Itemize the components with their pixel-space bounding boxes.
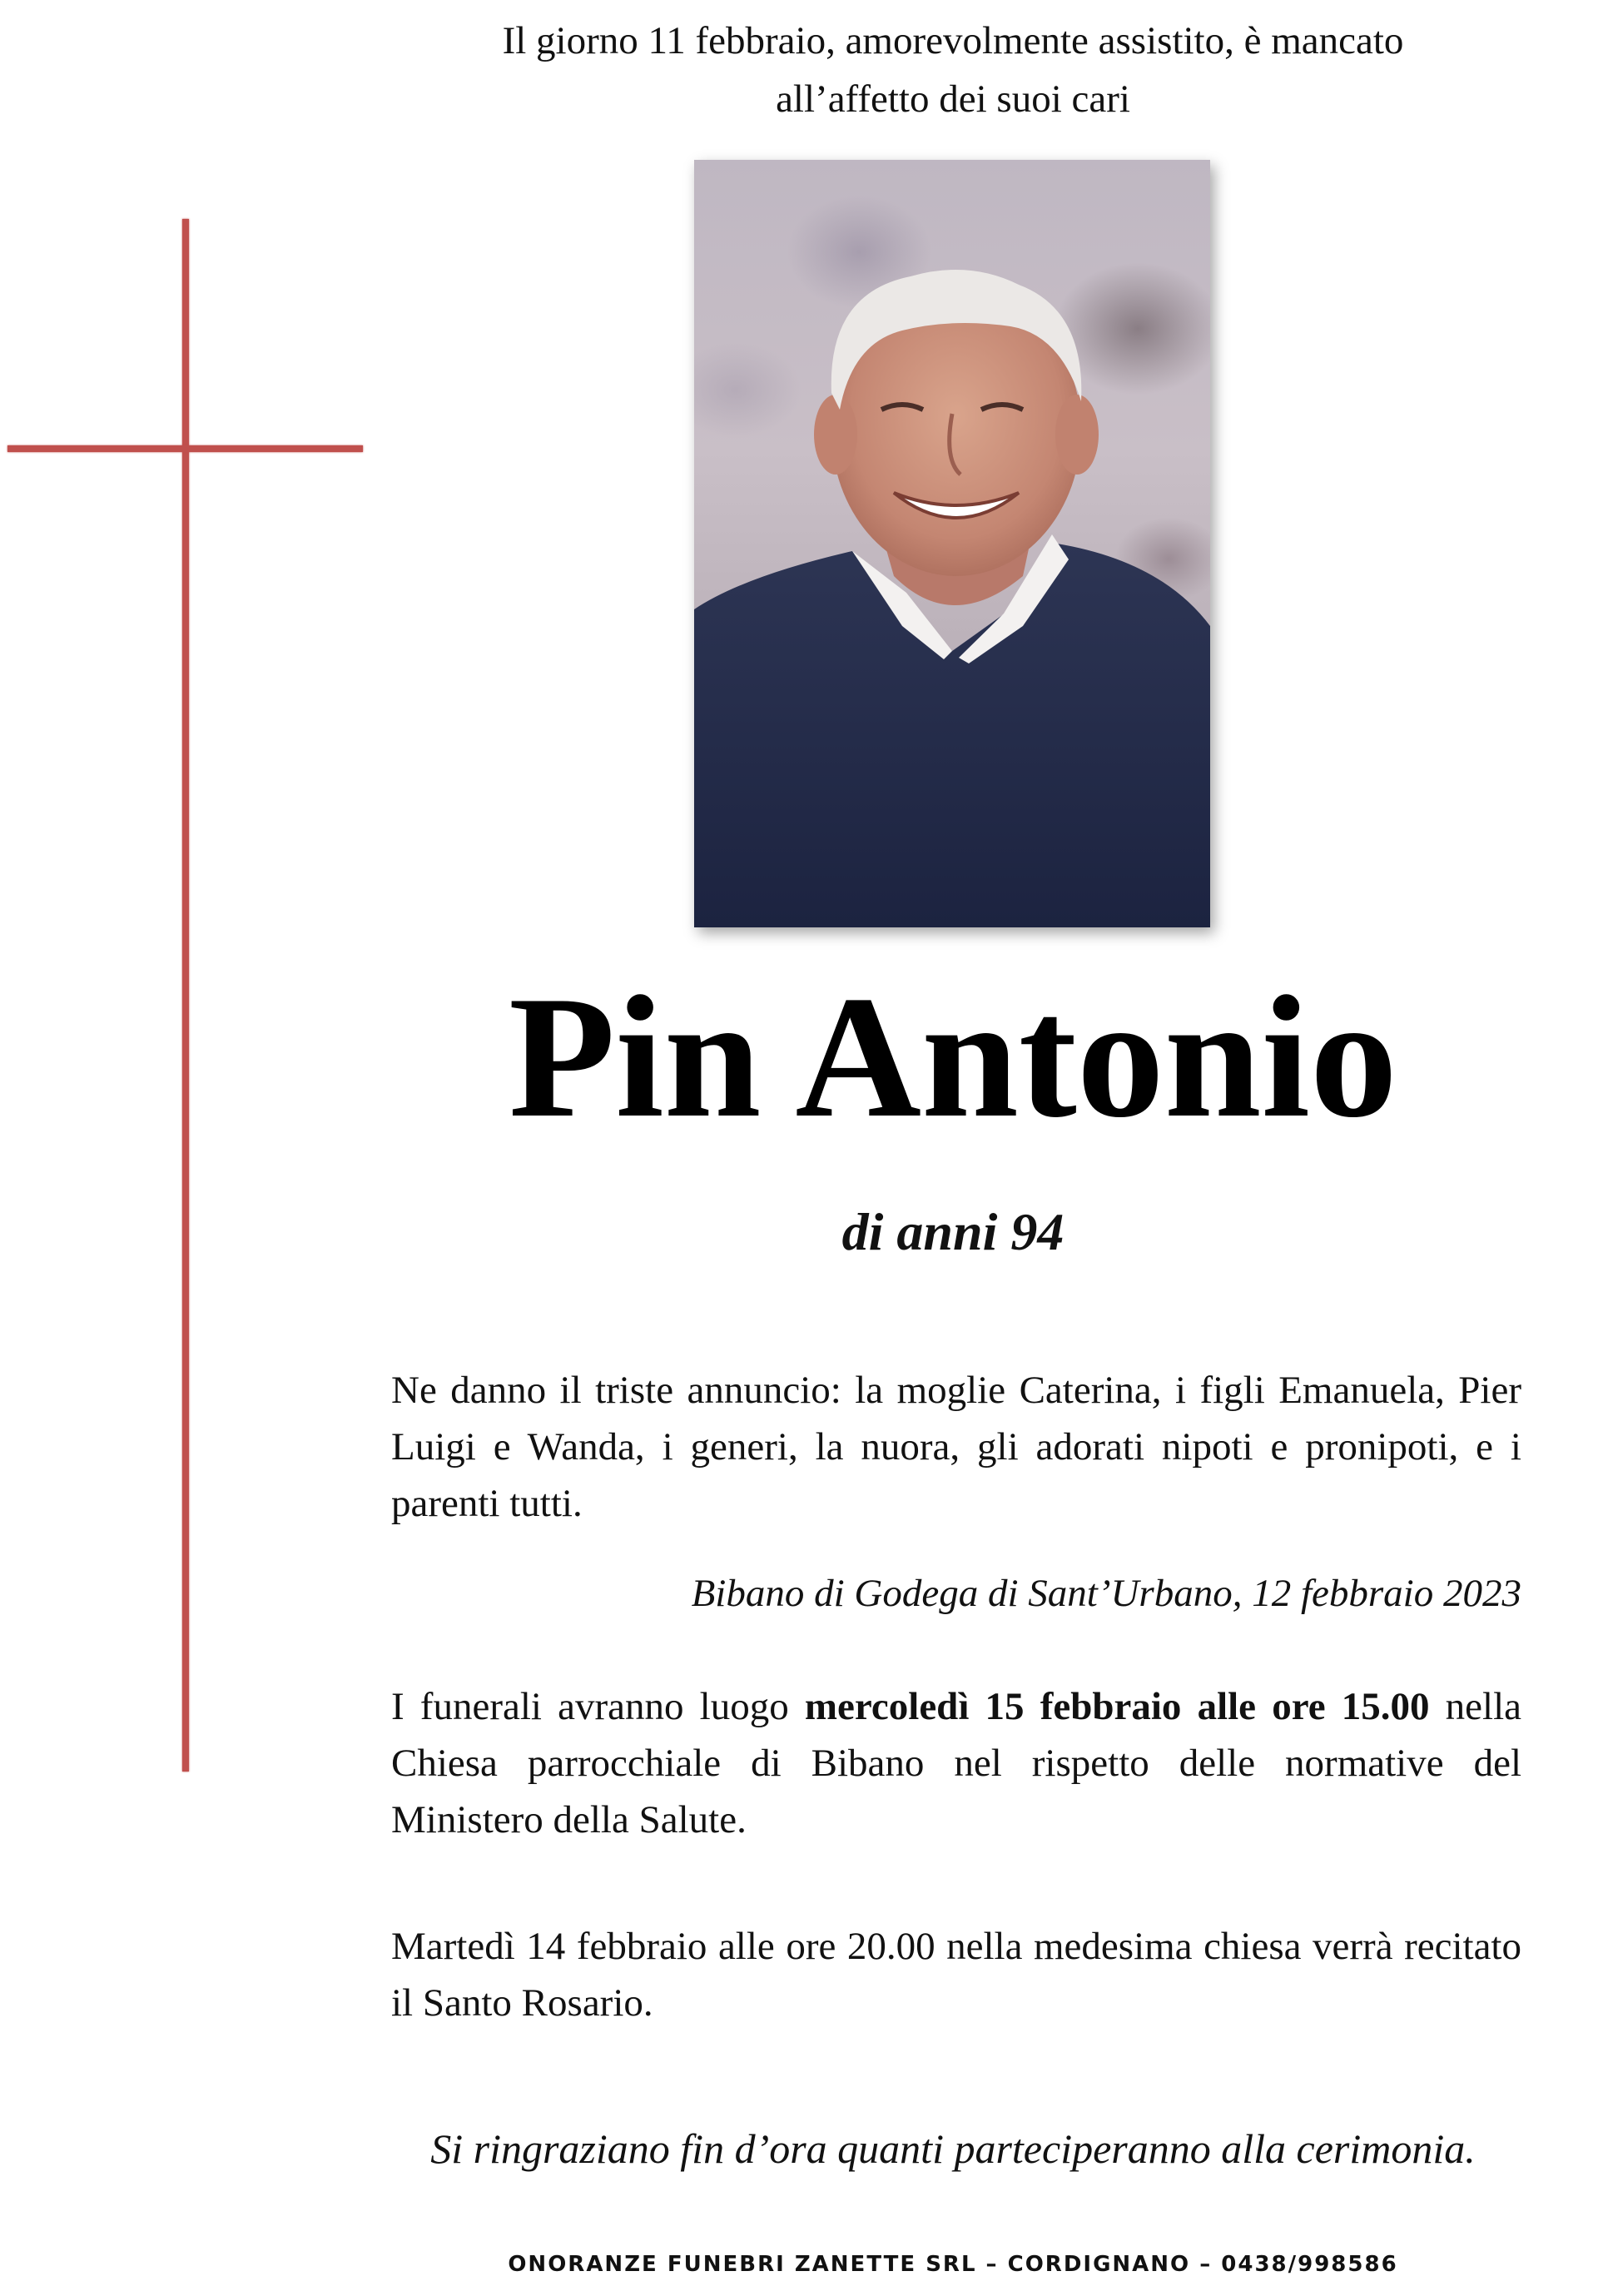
thanks-text: Si ringraziano fin d’ora quanti parteciperanno alla cerimonia. — [430, 2125, 1476, 2172]
intro-line-1: Il giorno 11 febbraio, amorevolmente assistito, è mancato — [502, 19, 1404, 62]
portrait-illustration — [694, 160, 1210, 927]
funeral-info-end: nella Chiesa parrocchiale di Bibano nel rispetto delle normative del Ministero della Salute. — [391, 1685, 1521, 1841]
intro-text — [383, 12, 1523, 128]
funeral-datetime: mercoledì 15 febbraio alle ore 15.00 — [804, 1685, 1430, 1728]
rosary-info: Martedì 14 febbraio alle ore 20.00 nella medesima chiesa verrà recitato il Santo Rosario. — [391, 1925, 1521, 2025]
funeral-home-footer: ONORANZE FUNEBRI ZANETTE SRL – CORDIGNANO – 0438/998586 — [508, 2252, 1398, 2277]
cross-horizontal-bar — [7, 445, 363, 452]
portrait-photo — [694, 160, 1210, 927]
cross-vertical-bar — [182, 219, 189, 1772]
deceased-name: Pin Antonio — [509, 961, 1397, 1154]
funeral-info — [391, 1678, 1521, 1848]
funeral-info-start: I funerali avranno luogo — [391, 1685, 805, 1728]
place-and-date: Bibano di Godega di Sant’Urbano, 12 febbraio 2023 — [691, 1572, 1521, 1615]
intro-line-2: all’affetto dei suoi cari — [776, 77, 1130, 121]
deceased-age: di anni 94 — [841, 1202, 1065, 1261]
family-announcement: Ne danno il triste annuncio: la moglie Caterina, i figli Emanuela, Pier Luigi e Wanda, i generi, la nuora, gli adorati nipoti e pronipoti, e i parenti tutti. — [391, 1369, 1521, 1525]
